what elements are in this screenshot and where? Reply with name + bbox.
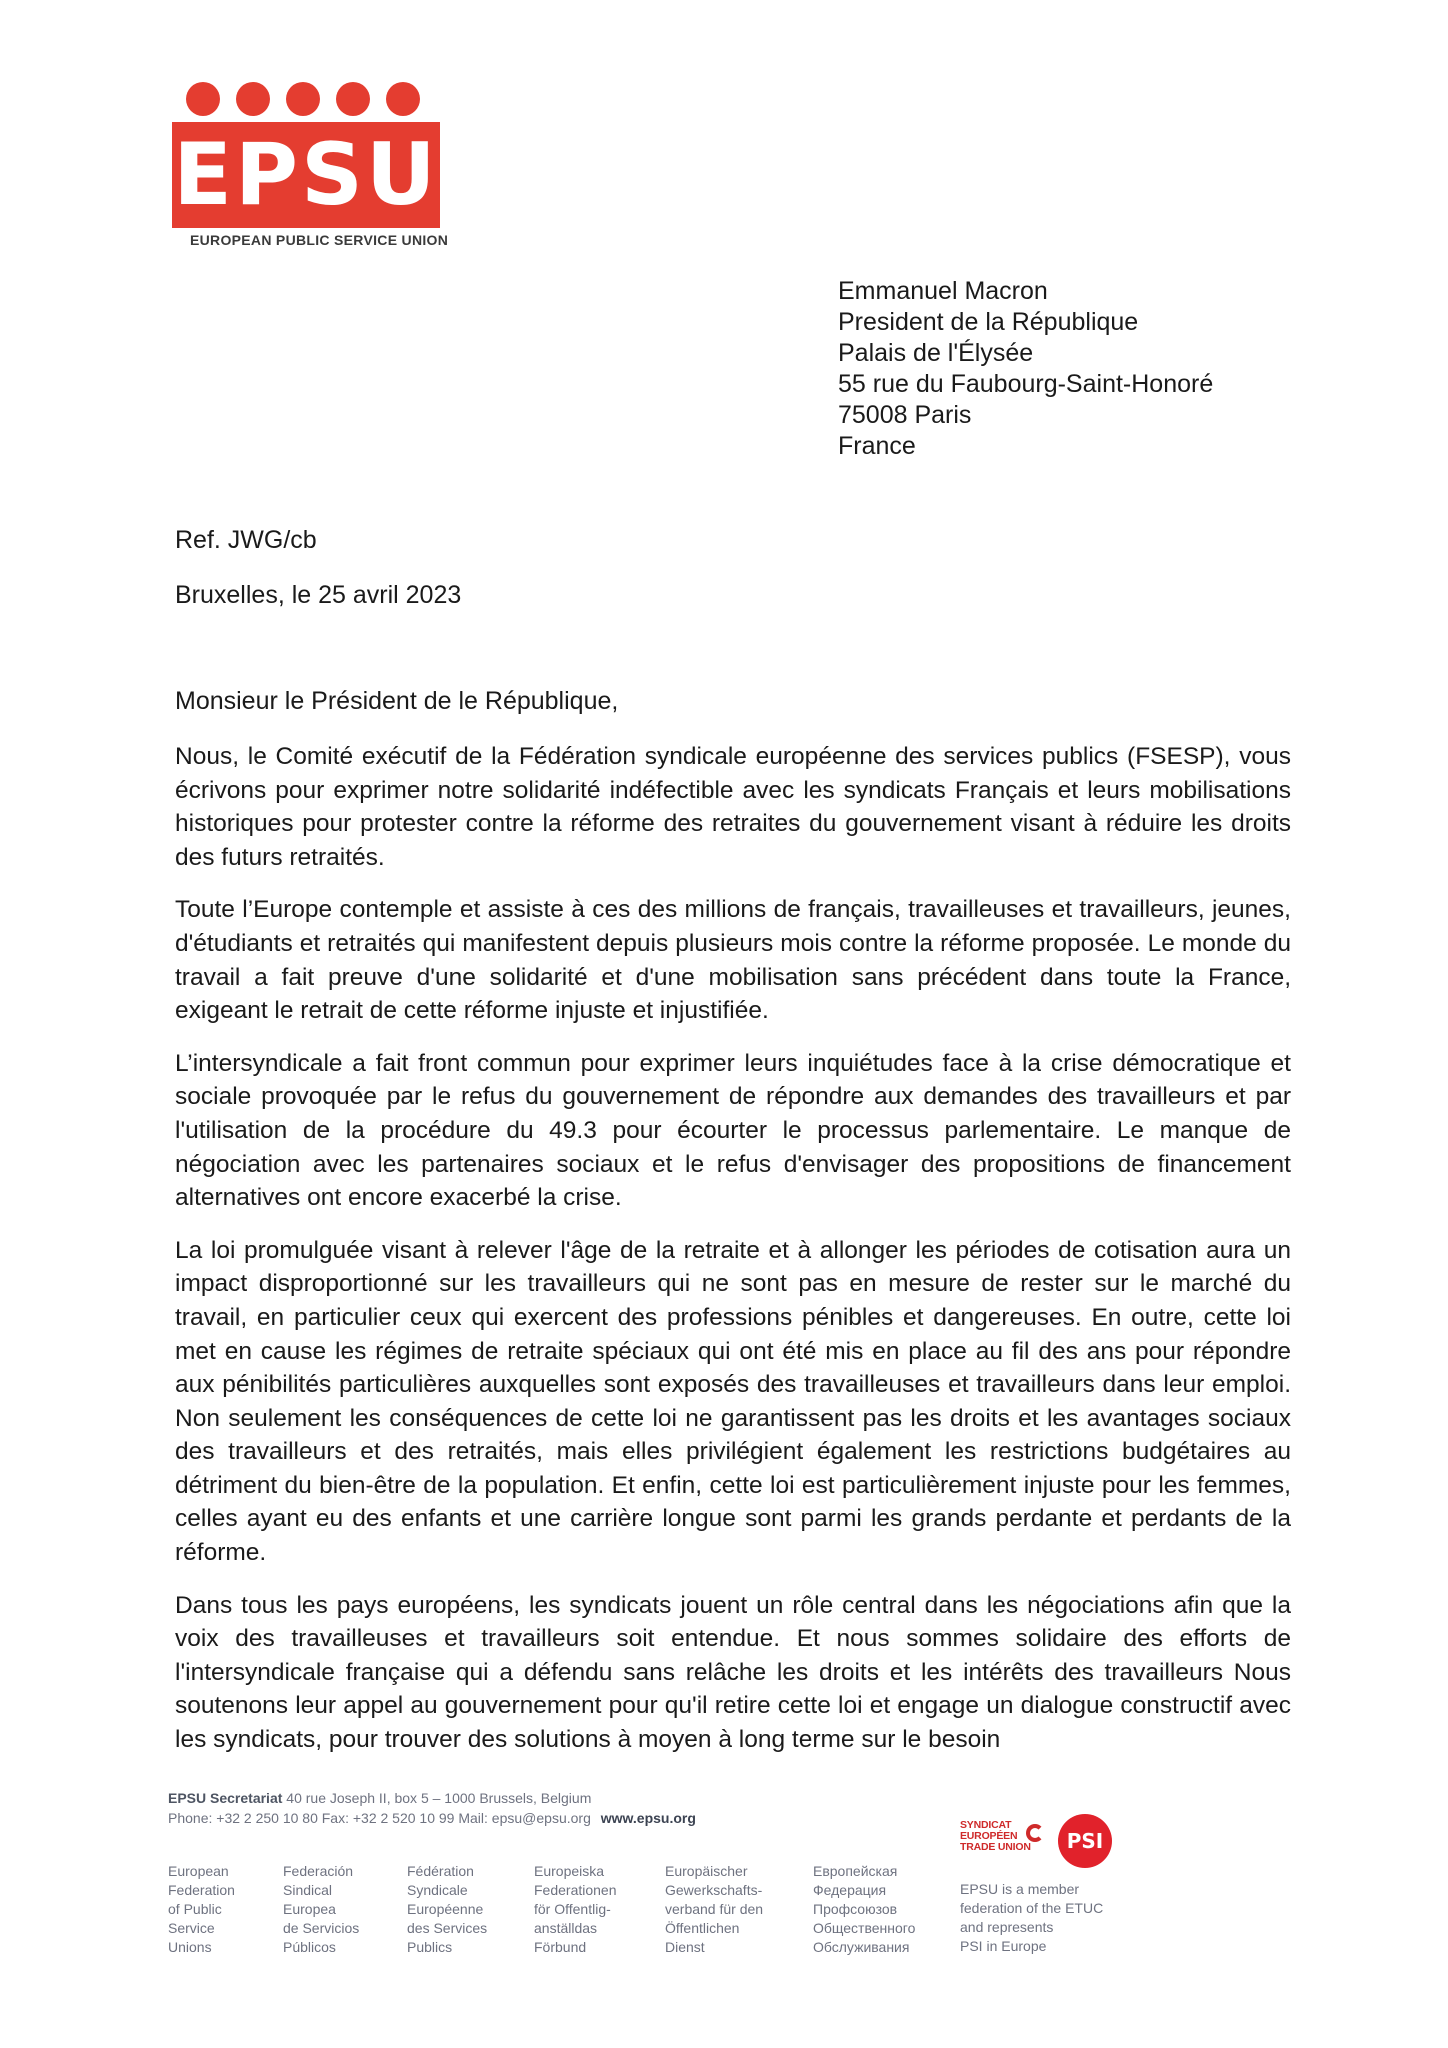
logo-wordmark: EPSU — [173, 125, 439, 225]
logo-dot — [386, 82, 420, 116]
footer-name-line: Обслуживания — [813, 1939, 910, 1955]
recipient-address — [838, 276, 1213, 462]
recipient-city: 75008 Paris — [838, 401, 972, 429]
footer-name-line: Европейская — [813, 1863, 898, 1879]
footer-name-line: Профсоюзов — [813, 1901, 898, 1917]
footer-name-french — [407, 1862, 487, 1957]
recipient-street: 55 rue du Faubourg-Saint-Honoré — [838, 370, 1214, 398]
footer-address-line — [168, 1790, 591, 1806]
salutation: Monsieur le Président de le République, — [175, 687, 619, 715]
letter-date: Bruxelles, le 25 avril 2023 — [175, 581, 462, 609]
footer-name-line: des Services — [407, 1920, 488, 1936]
footer-name-line: of Public — [168, 1901, 222, 1917]
footer-name-line: Federación — [283, 1863, 354, 1879]
footer-name-line: Publics — [407, 1939, 453, 1955]
reference: Ref. JWG/cb — [175, 526, 317, 554]
logo-box — [172, 122, 440, 228]
footer-name-line: Öffentlichen — [665, 1920, 740, 1936]
body-paragraph: L’intersyndicale a fait front commun pour exprimer leurs inquiétudes face à la crise démocratique et sociale provoquée par le refus du gouvernement de répondre aux demandes des travailleurs et par l'utilisation de la procédure du 49.3 pour écourter le processus parlementaire. Le manque de négociation avec les partenaires sociaux et le refus d'envisager des propositions de financement alternatives ont encore exacerbé la crise. — [175, 1049, 1291, 1212]
etuc-logo — [960, 1820, 1046, 1862]
footer-name-line: Федерация — [813, 1882, 887, 1898]
footer-name-line: Syndicale — [407, 1882, 468, 1898]
logo-dot — [286, 82, 320, 116]
psi-logo: PSI — [1058, 1814, 1112, 1868]
footer-name-line: Gewerkschafts- — [665, 1882, 763, 1898]
recipient-name: Emmanuel Macron — [838, 277, 1048, 305]
recipient-building: Palais de l'Élysée — [838, 339, 1034, 367]
body-paragraph: Nous, le Comité exécutif de la Fédération syndicale européenne des services publics (FSESP), vous écrivons pour exprimer notre solidarité indéfectible avec les syndicats Français et leurs mobilisations historiques pour protester contre la réforme des retraites du gouvernement visant à réduire les droits des futurs retraités. — [175, 743, 1291, 871]
letterhead-footer — [168, 1790, 1298, 1970]
letter-body — [175, 740, 1291, 1776]
footer-name-line: för Offentlig- — [534, 1901, 611, 1917]
footer-name-line: Dienst — [665, 1939, 705, 1955]
etuc-swirl-icon — [1026, 1824, 1044, 1842]
footer-name-russian — [813, 1862, 915, 1957]
footer-name-line: Federation — [168, 1882, 235, 1898]
footer-name-line: Unions — [168, 1939, 212, 1955]
footer-contact-line — [168, 1810, 696, 1826]
footer-name-line: Européenne — [407, 1901, 484, 1917]
logo-dot — [236, 82, 270, 116]
footer-name-line: Fédération — [407, 1863, 474, 1879]
footer-name-line: Europeiska — [534, 1863, 605, 1879]
membership-line: federation of the ETUC — [960, 1900, 1104, 1916]
logo-tagline: EUROPEAN PUBLIC SERVICE UNION — [190, 232, 449, 248]
footer-name-line: Públicos — [283, 1939, 336, 1955]
footer-secretariat-label: EPSU Secretariat — [168, 1790, 283, 1806]
etuc-logo-line: TRADE UNION — [960, 1841, 1031, 1853]
footer-address: 40 rue Joseph II, box 5 – 1000 Brussels, Belgium — [286, 1790, 592, 1806]
footer-name-spanish — [283, 1862, 359, 1957]
membership-note — [960, 1880, 1103, 1956]
footer-name-line: verband für den — [665, 1901, 764, 1917]
footer-name-line: anställdas — [534, 1920, 598, 1936]
etuc-logo-text — [960, 1820, 1031, 1853]
footer-name-line: Общественного — [813, 1920, 916, 1936]
footer-name-line: Sindical — [283, 1882, 333, 1898]
logo-dot — [186, 82, 220, 116]
footer-name-line: European — [168, 1863, 229, 1879]
membership-line: and represents — [960, 1919, 1054, 1935]
footer-name-english — [168, 1862, 235, 1957]
footer-name-line: Förbund — [534, 1939, 587, 1955]
membership-line: EPSU is a member — [960, 1881, 1080, 1897]
footer-name-line: Service — [168, 1920, 215, 1936]
etuc-logo-line: SYNDICAT — [960, 1819, 1012, 1831]
footer-website-link[interactable]: www.epsu.org — [600, 1810, 696, 1826]
footer-name-line: Europea — [283, 1901, 336, 1917]
body-paragraph: Dans tous les pays européens, les syndicats jouent un rôle central dans les négociations afin que la voix des travailleuses et travailleurs soit entendue. Et nous sommes solidaire des efforts de l'intersyndicale française qui a défendu sans relâche les droits et les intérêts des travailleurs Nous soutenons leur appel au gouvernement pour qu'il retire cette loi et engage un dialogue constructif avec les syndicats, pour trouver des solutions à moyen à long terme sur le besoin — [175, 1591, 1291, 1754]
footer-name-line: de Servicios — [283, 1920, 360, 1936]
body-paragraph: Toute l’Europe contemple et assiste à ces des millions de français, travailleuses et travailleurs, jeunes, d'étudiants et retraités qui manifestent depuis plusieurs mois contre la réforme proposée. Le monde du travail a fait preuve d'une solidarité et d'une mobilisation sans précédent dans toute la France, exigeant le retrait de cette réforme injuste et injustifiée. — [175, 896, 1291, 1025]
recipient-country: France — [838, 432, 916, 460]
logo-dot — [336, 82, 370, 116]
etuc-logo-line: EUROPÉEN — [960, 1830, 1018, 1842]
membership-line: PSI in Europe — [960, 1938, 1047, 1954]
recipient-title: President de la République — [838, 308, 1139, 336]
footer-name-german — [665, 1862, 763, 1957]
footer-name-line: Federationen — [534, 1882, 617, 1898]
footer-name-swedish — [534, 1862, 617, 1957]
epsu-logo — [172, 82, 449, 252]
footer-contact: Phone: +32 2 250 10 80 Fax: +32 2 520 10 99 Mail: epsu@epsu.org — [168, 1810, 591, 1826]
body-paragraph: La loi promulguée visant à relever l'âge de la retraite et à allonger les périodes de cotisation aura un impact disproportionné sur les travailleurs qui ne sont pas en mesure de rester sur le marché du travail, en particulier ceux qui exercent des professions pénibles et dangereuses. En outre, cette loi met en cause les régimes de retraite spéciaux qui ont été mis en place au fil des ans pour répondre aux pénibilités particulières auxquelles sont exposés des travailleuses et travailleurs dans leur emploi. Non seulement les conséquences de cette loi ne garantissent pas les droits et les avantages sociaux des travailleurs et des retraités, mais elles privilégient également les restrictions budgétaires au détriment du bien-être de la population. Et enfin, cette loi est particulièrement injuste pour les femmes, celles ayant eu des enfants et une carrière longue sont parmi les grands perdante et perdants de la réforme. — [175, 1236, 1291, 1567]
footer-name-line: Europäischer — [665, 1863, 748, 1879]
